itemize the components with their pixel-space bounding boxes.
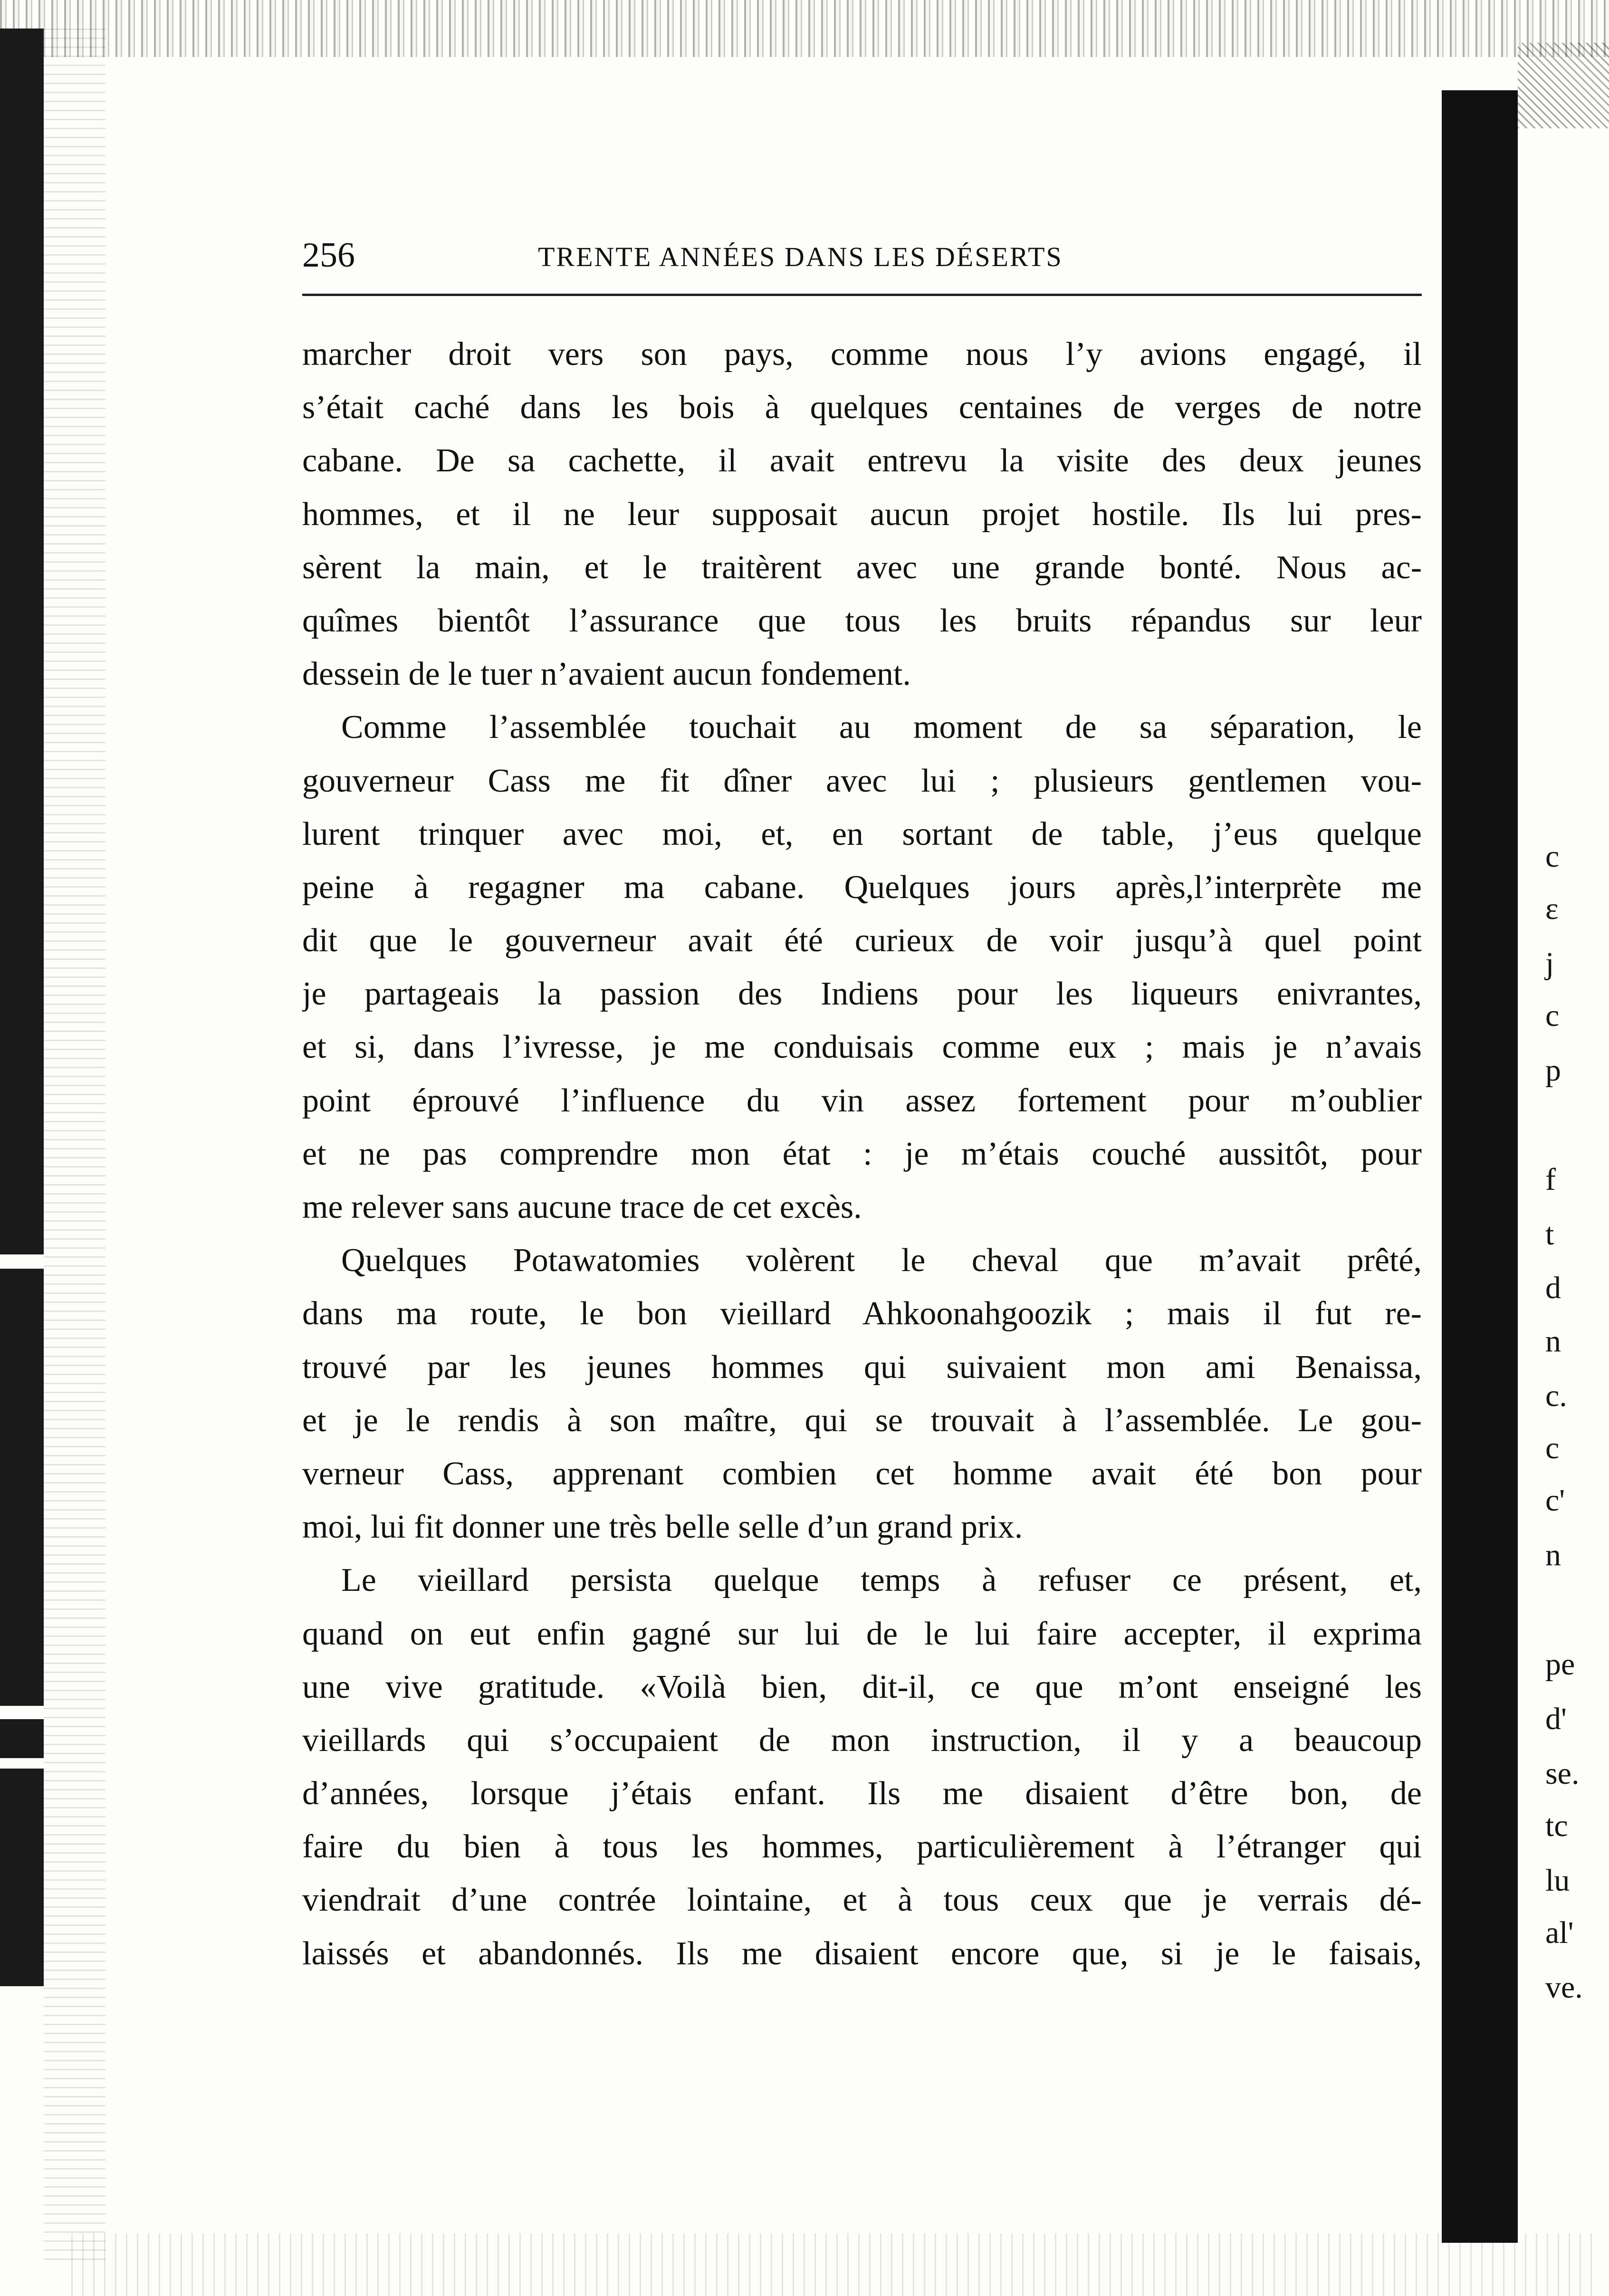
- text-line: point éprouvé l’influence du vin assez fortement pour m’oublier: [302, 1082, 1422, 1119]
- text-line: gouverneur Cass me fit dîner avec lui ; plusieurs gentlemen vou-: [302, 762, 1422, 799]
- text-line: Le vieillard persista quelque temps à refuser ce présent, et,: [341, 1562, 1422, 1599]
- text-line: trouvé par les jeunes hommes qui suivaient mon ami Benaissa,: [302, 1349, 1422, 1386]
- page-number: 256: [302, 236, 355, 275]
- text-line: laissés et abandonnés. Ils me disaient encore que, si je le faisais,: [302, 1935, 1422, 1972]
- scan-gap: [0, 1254, 44, 1269]
- facing-page-fragment: d: [1545, 1271, 1561, 1305]
- facing-page-fragment: c.: [1545, 1378, 1567, 1413]
- facing-page-strip: [1537, 0, 1609, 2296]
- text-line: sèrent la main, et le traitèrent avec une grande bonté. Nous ac-: [302, 549, 1422, 586]
- facing-page-fragment: n: [1545, 1324, 1561, 1358]
- scan-gap: [0, 1758, 44, 1769]
- facing-page-fragment: ve.: [1545, 1970, 1583, 2005]
- scan-left-noise: [44, 29, 105, 2262]
- facing-page-fragment: d': [1545, 1702, 1567, 1736]
- text-line: peine à regagner ma cabane. Quelques jours après,l’interprète me: [302, 869, 1422, 906]
- text-line: viendrait d’une contrée lointaine, et à tous ceux que je verrais dé-: [302, 1882, 1422, 1919]
- scan-left-binding-edge: [0, 29, 44, 1986]
- facing-page-fragment: c': [1545, 1483, 1565, 1518]
- text-line: me relever sans aucune trace de cet excès.: [302, 1189, 862, 1225]
- facing-page-fragment: pe: [1545, 1647, 1575, 1682]
- scan-right-gutter-shadow: [1442, 90, 1518, 2243]
- body-text: [302, 328, 1422, 1980]
- facing-page-fragment: al': [1545, 1915, 1574, 1950]
- text-line: et je le rendis à son maître, qui se trouvait à l’assemblée. Le gou-: [302, 1402, 1422, 1439]
- text-line: une vive gratitude. «Voilà bien, dit-il, ce que m’ont enseigné les: [302, 1668, 1422, 1705]
- text-line: dit que le gouverneur avait été curieux de voir jusqu’à quel point: [302, 922, 1422, 959]
- text-line: verneur Cass, apprenant combien cet homme avait été bon pour: [302, 1455, 1422, 1492]
- text-line: Comme l’assemblée touchait au moment de sa séparation, le: [341, 709, 1422, 746]
- text-line: Quelques Potawatomies volèrent le cheval que m’avait prêté,: [341, 1242, 1422, 1279]
- scan-top-edge: [0, 0, 1609, 57]
- facing-page-fragment: p: [1545, 1053, 1561, 1088]
- facing-page-fragment: j: [1545, 946, 1554, 981]
- header-rule: [302, 294, 1422, 296]
- text-line: hommes, et il ne leur supposait aucun projet hostile. Ils lui pres-: [302, 496, 1422, 533]
- text-line: je partageais la passion des Indiens pour les liqueurs enivrantes,: [302, 976, 1422, 1013]
- facing-page-fragment: n: [1545, 1538, 1561, 1572]
- page-header: [302, 234, 1422, 277]
- scan-gap: [0, 1706, 44, 1719]
- facing-page-fragment: c: [1545, 1431, 1560, 1465]
- text-line: quîmes bientôt l’assurance que tous les bruits répandus sur leur: [302, 602, 1422, 639]
- text-line: lurent trinquer avec moi, et, en sortant de table, j’eus quelque: [302, 815, 1422, 852]
- text-line: d’années, lorsque j’étais enfant. Ils me disaient d’être bon, de: [302, 1775, 1422, 1812]
- text-line: cabane. De sa cachette, il avait entrevu la visite des deux jeunes: [302, 442, 1422, 479]
- facing-page-fragment: ε: [1545, 891, 1559, 926]
- text-line: dessein de le tuer n’avaient aucun fondement.: [302, 656, 911, 693]
- text-line: dans ma route, le bon vieillard Ahkoonahgoozik ; mais il fut re-: [302, 1295, 1422, 1332]
- facing-page-fragment: c: [1545, 839, 1560, 874]
- scan-bottom-edge: [71, 2233, 1592, 2296]
- text-line: faire du bien à tous les hommes, particulièrement à l’étranger qui: [302, 1828, 1422, 1866]
- facing-page-fragment: c: [1545, 998, 1560, 1033]
- facing-page-fragment: tc: [1545, 1808, 1568, 1843]
- text-line: quand on eut enfin gagné sur lui de le lui faire accepter, il exprima: [302, 1615, 1422, 1652]
- facing-page-fragment: t: [1545, 1217, 1554, 1252]
- text-line: vieillards qui s’occupaient de mon instruction, il y a beaucoup: [302, 1722, 1422, 1759]
- facing-page-fragment: lu: [1545, 1863, 1570, 1898]
- running-title: TRENTE ANNÉES DANS LES DÉSERTS: [538, 241, 1063, 272]
- text-line: moi, lui fit donner une très belle selle d’un grand prix.: [302, 1509, 1023, 1546]
- text-line: et ne pas comprendre mon état : je m’étais couché aussitôt, pour: [302, 1135, 1422, 1172]
- text-line: marcher droit vers son pays, comme nous l’y avions engagé, il: [302, 336, 1422, 373]
- text-line: et si, dans l’ivresse, je me conduisais comme eux ; mais je n’avais: [302, 1029, 1422, 1066]
- text-line: s’était caché dans les bois à quelques centaines de verges de notre: [302, 389, 1422, 426]
- facing-page-fragment: se.: [1545, 1756, 1580, 1791]
- facing-page-fragment: f: [1545, 1162, 1556, 1197]
